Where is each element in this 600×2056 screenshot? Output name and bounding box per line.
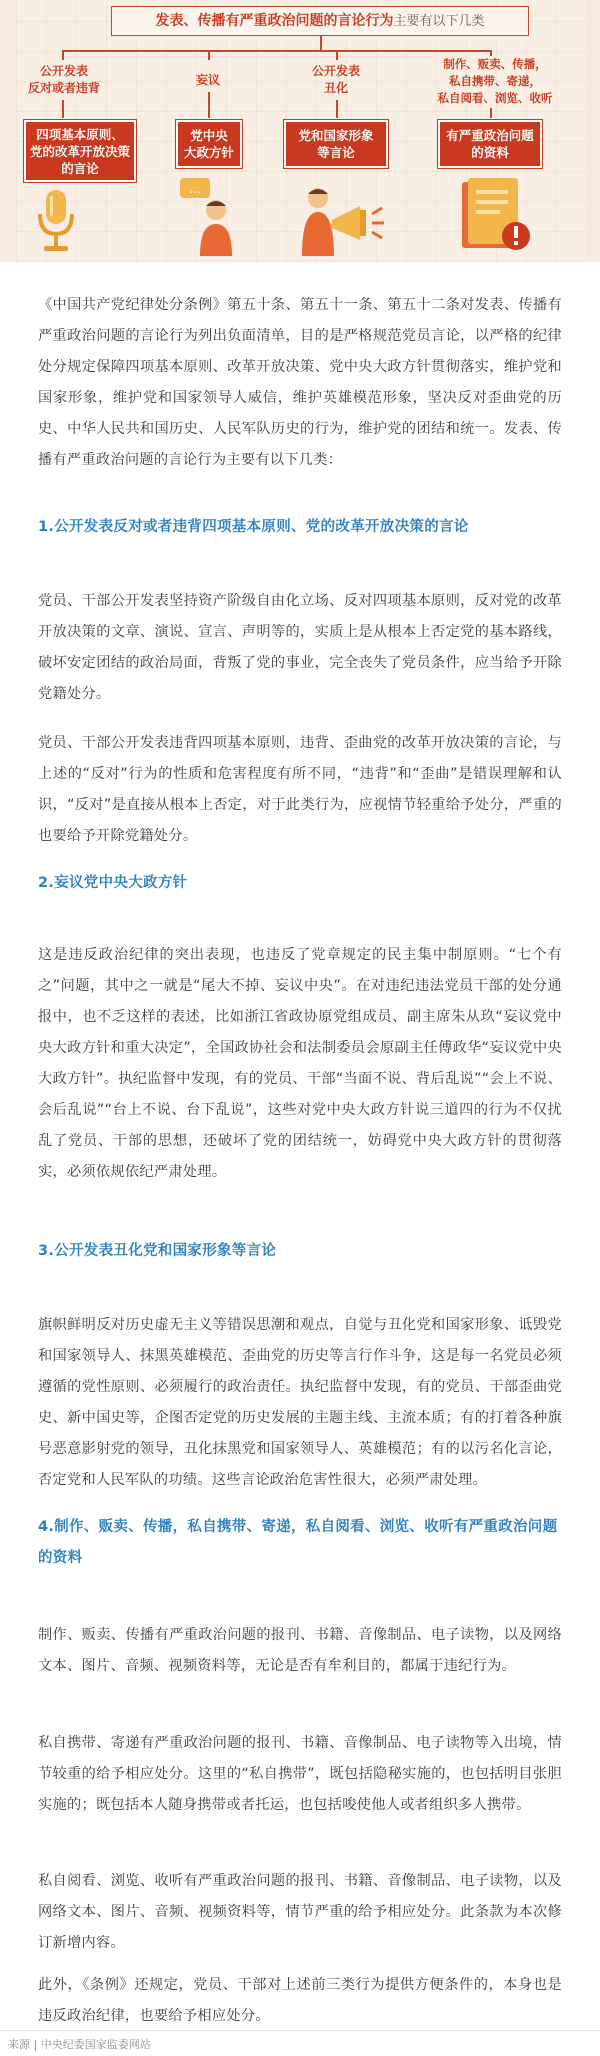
category-2-label: 党中央 大政方针: [176, 120, 242, 168]
category-3-desc: 公开发表 丑化: [311, 64, 360, 95]
microphone-icon: [32, 188, 82, 256]
connector-line: [208, 50, 210, 60]
section-1-heading: 1.公开发表反对或者违背四项基本原则、党的改革开放决策的言论: [38, 519, 469, 535]
category-3-label: 党和国家形象 等言论: [284, 120, 388, 168]
warning-document-icon: [456, 176, 536, 258]
source-footer: 来源 | 中央纪委国家监委网站: [8, 2038, 151, 2051]
category-1-desc: 公开发表 反对或者违背: [27, 64, 100, 95]
connector-line: [320, 36, 322, 50]
category-2-desc: 妄议: [195, 73, 220, 87]
section-1-paragraph-1: 党员、干部公开发表坚持资产阶级自由化立场、反对四项基本原则，反对党的改革开放决策的文章、演说、宣言、声明等的，实质上是从根本上否定党的基本路线，破坏安定团结的政治局面，背叛了党的事业，完全丧失了党员条件，应当给予开除党籍处分。: [38, 593, 562, 702]
intro-paragraph: 《中国共产党纪律处分条例》第五十条、第五十一条、第五十二条对发表、传播有严重政治问题的言论行为列出负面清单，目的是严格规范党员言论，以严格的纪律处分规定保障四项基本原则、改革开放决策、党中央大政方针贯彻落实，维护党和国家形象，维护党和国家领导人威信，维护英雄模范形象，坚决反对歪曲党的历史、中华人民共和国历史、人民军队历史的行为，维护党的团结和统一。发表、传播有严重政治问题的言论行为主要有以下几类：: [38, 297, 562, 468]
section-3-paragraph-1: 旗帜鲜明反对历史虚无主义等错误思潮和观点，自觉与丑化党和国家形象、诋毁党和国家领导人、抹黑英雄模范、歪曲党的历史等言行作斗争，这是每一名党员必须遵循的党性原则、必须履行的政治责任。执纪监督中发现，有的党员、干部歪曲党史、新中国史等，企图否定党的历史发展的主题主线、主流本质；有的打着各种旗号恶意影射党的领导，丑化抹黑党和国家领导人、英雄模范；有的以污名化言论，否定党和人民军队的功绩。这些言论政治危害性很大，必须严肃处理。: [38, 1317, 562, 1488]
arrow-line: [62, 100, 64, 118]
section-1-paragraph-2: 党员、干部公开发表违背四项基本原则，违背、歪曲党的改革开放决策的言论，与上述的“反对”行为的性质和危害程度有所不同，“违背”和“歪曲”是错误理解和认识，“反对”是直接从根本上否定，对于此类行为，应视情节轻重给予处分，严重的也要给予开除党籍处分。: [38, 735, 562, 844]
svg-text:...: ...: [189, 182, 201, 196]
section-3-heading: 3.公开发表丑化党和国家形象等言论: [38, 1243, 277, 1259]
section-4-paragraph-2: 私自携带、寄递有严重政治问题的报刊、书籍、音像制品、电子读物等入出境，情节较重的给予相应处分。这里的“私自携带”，既包括隐秘实施的，也包括明目张胆实施的；既包括本人随身携带或者托运，也包括唆使他人或者组织多人携带。: [38, 1735, 562, 1813]
megaphone-speaker-icon: [288, 176, 388, 258]
section-4-heading: 4.制作、贩卖、传播，私自携带、寄递，私自阅看、浏览、收听有严重政治问题的资料: [38, 1519, 558, 1566]
infographic-title: 发表、传播有严重政治问题的言论行为主要有以下几类: [111, 6, 529, 36]
section-2-paragraph-1: 这是违反政治纪律的突出表现，也违反了党章规定的民主集中制原则。“七个有之”问题，其中之一就是“尾大不掉、妄议中央”。在对违纪违法党员干部的处分通报中，也不乏这样的表述，比如浙江省政协原党组成员、副主席朱从玖“妄议党中央大政方针和重大决定”，全国政协社会和法制委员会原副主任傅政华“妄议党中央大政方针”。执纪监督中发现，有的党员、干部“当面不说、背后乱说”“会上不说、会后乱说”“台上不说、台下乱说”，这些对党中央大政方针说三道四的行为不仅扰乱了党员、干部的思想，还破坏了党的团结统一，妨碍党中央大政方针的贯彻落实，必须依规依纪严肃处理。: [38, 947, 562, 1180]
section-2-heading: 2.妄议党中央大政方针: [38, 875, 188, 891]
connector-line: [336, 50, 338, 60]
section-4-paragraph-3: 私自阅看、浏览、收听有严重政治问题的报刊、书籍、音像制品、电子读物，以及网络文本、图片、音频、视频资料等，情节严重的给予相应处分。此条款为本次修订新增内容。: [38, 1873, 562, 1951]
connector-line: [62, 50, 492, 52]
connector-line: [62, 50, 64, 60]
closing-paragraph: 此外，《条例》还规定，党员、干部对上述前三类行为提供方便条件的，本身也是违反政治纪律，也要给予相应处分。: [38, 1977, 562, 2024]
section-4-paragraph-1: 制作、贩卖、传播有严重政治问题的报刊、书籍、音像制品、电子读物，以及网络文本、图片、音频、视频资料等，无论是否有牟利目的，都属于违纪行为。: [38, 1627, 562, 1674]
infographic-banner: [0, 0, 600, 262]
category-1-label: 四项基本原则、 党的改革开放决策 的言论: [24, 120, 136, 182]
category-4-label: 有严重政治问题 的资料: [438, 120, 542, 168]
infographic-panel: [16, 0, 586, 262]
category-4-desc: 制作、贩卖、传播， 私自携带、寄递， 私自阅看、浏览、收听: [437, 57, 553, 105]
arrow-line: [490, 108, 492, 118]
arrow-line: [336, 100, 338, 118]
person-speech-icon: [176, 176, 242, 258]
footer-divider: [0, 2030, 600, 2031]
arrow-line: [208, 92, 210, 118]
